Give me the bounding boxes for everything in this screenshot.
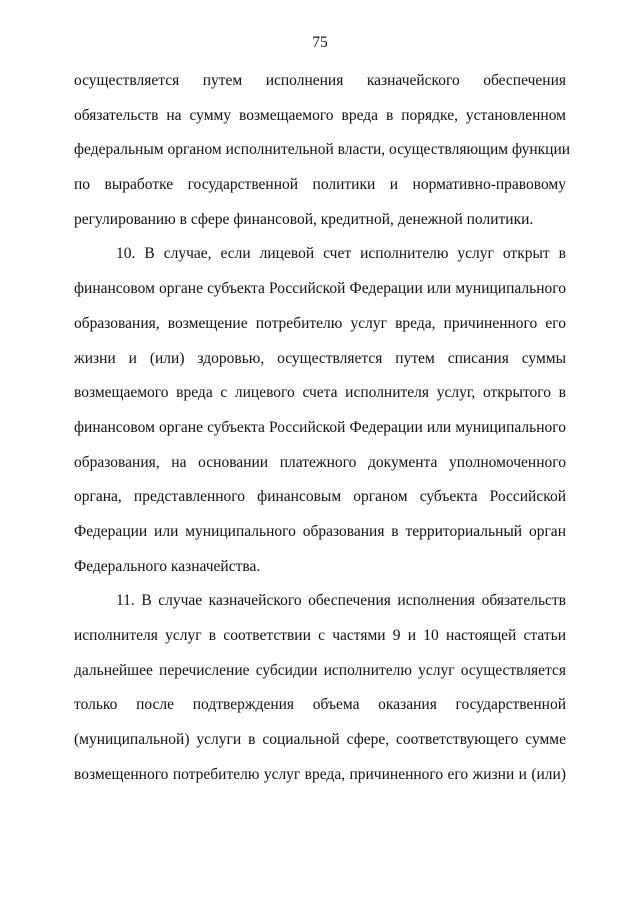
text-line: Федерального казначейства. — [74, 557, 261, 575]
text-line: дальнейшее перечисление субсидии исполнителю услуг осуществляется — [74, 661, 566, 679]
text-line: (муниципальной) услуги в социальной сфере, соответствующего сумме — [74, 731, 566, 749]
text-line: органа, представленного финансовым органом субъекта Российской — [74, 488, 566, 506]
text-line: 10. В случае, если лицевой счет исполнителю услуг открыт в — [116, 245, 566, 263]
text-line: исполнителя услуг в соответствии с частями 9 и 10 настоящей статьи — [74, 627, 566, 644]
text-line: регулированию в сфере финансовой, кредитной, денежной политики. — [74, 210, 534, 228]
text-line: возмещенного потребителю услуг вреда, причиненного его жизни и (или) — [74, 765, 566, 783]
text-line: по выработке государственной политики и нормативно-правовому — [74, 176, 566, 194]
text-line: финансовом органе субъекта Российской Федерации или муниципального — [74, 418, 566, 436]
text-line: Федерации или муниципального образования в территориальный орган — [74, 522, 566, 540]
text-line: жизни и (или) здоровью, осуществляется путем списания суммы — [74, 349, 566, 367]
paragraph — [74, 64, 571, 237]
page-number: 75 — [312, 34, 328, 51]
text-line: только после подтверждения объема оказания государственной — [74, 696, 566, 714]
text-line: финансовом органе субъекта Российской Федерации или муниципального — [74, 280, 566, 298]
text-line: осуществляется путем исполнения казначейского обеспечения — [74, 72, 566, 89]
paragraph — [74, 584, 566, 792]
text-line: возмещаемого вреда с лицевого счета исполнителя услуг, открытого в — [74, 384, 566, 402]
text-line: образования, возмещение потребителю услуг вреда, причиненного его — [74, 314, 566, 332]
text-line: 11. В случае казначейского обеспечения исполнения обязательств — [116, 592, 566, 610]
text-line: обязательств на сумму возмещаемого вреда в порядке, установленном — [74, 106, 566, 124]
text-line: федеральным органом исполнительной власти, осуществляющим функции — [74, 141, 571, 159]
document-body — [74, 64, 571, 792]
text-line: образования, на основании платежного документа уполномоченного — [74, 453, 566, 471]
paragraph — [74, 237, 566, 584]
